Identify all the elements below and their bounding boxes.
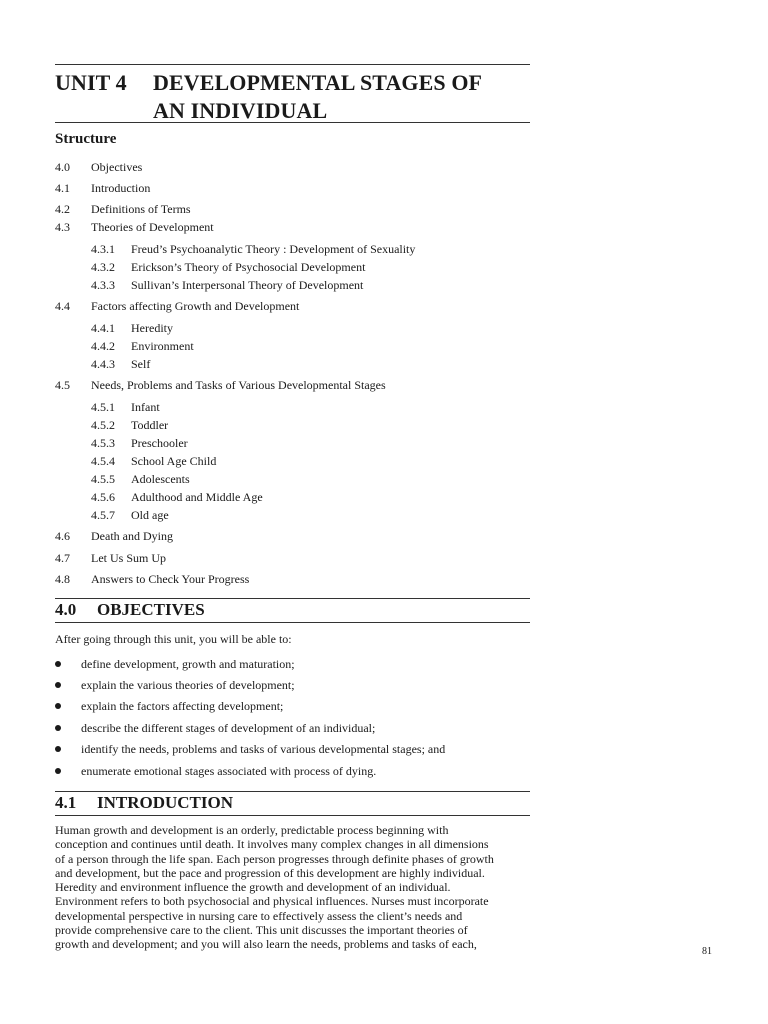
paragraph-line: developmental perspective in nursing care to effectively assess the client’s needs and <box>55 908 463 923</box>
title-bottom-rule <box>55 122 530 123</box>
toc-label: Sullivan’s Interpersonal Theory of Development <box>131 278 364 292</box>
toc-label: Adulthood and Middle Age <box>131 490 263 504</box>
structure-heading: Structure <box>55 131 117 147</box>
bullet-icon <box>55 661 61 667</box>
toc-number: 4.5.2 <box>91 418 115 432</box>
toc-number: 4.5.3 <box>91 436 115 450</box>
page-number: 81 <box>702 946 712 957</box>
toc-label: Erickson’s Theory of Psychosocial Development <box>131 260 366 274</box>
section-number: 4.0 <box>55 600 77 619</box>
toc-label: Definitions of Terms <box>91 202 191 216</box>
toc-number: 4.3 <box>55 220 70 234</box>
toc-number: 4.4.1 <box>91 321 115 335</box>
introduction-top-rule <box>55 791 530 792</box>
toc-number: 4.5.7 <box>91 508 115 522</box>
unit-number: UNIT 4 <box>55 70 127 95</box>
bullet-icon <box>55 682 61 688</box>
toc-label: Factors affecting Growth and Development <box>91 299 300 313</box>
toc-label: Death and Dying <box>91 529 173 543</box>
toc-number: 4.3.3 <box>91 278 115 292</box>
toc-label: Preschooler <box>131 436 188 450</box>
toc-label: Adolescents <box>131 472 190 486</box>
toc-label: School Age Child <box>131 454 217 468</box>
toc-number: 4.5 <box>55 378 70 392</box>
toc-label: Old age <box>131 508 169 522</box>
toc-label: Freud’s Psychoanalytic Theory : Development of Sexuality <box>131 242 416 256</box>
toc-number: 4.6 <box>55 529 70 543</box>
paragraph-line: and development, but the pace and progression of this development are highly individual. <box>55 865 485 880</box>
introduction-bottom-rule <box>55 815 530 816</box>
title-top-rule <box>55 64 530 65</box>
objective-text: describe the different stages of development of an individual; <box>81 721 376 735</box>
toc-number: 4.3.2 <box>91 260 115 274</box>
bullet-icon <box>55 725 61 731</box>
objective-text: explain the various theories of development; <box>81 678 295 692</box>
section-number: 4.1 <box>55 793 77 812</box>
toc-number: 4.5.1 <box>91 400 115 414</box>
paragraph-line: provide comprehensive care to the client. This unit discusses the important theories of <box>55 923 468 938</box>
toc-label: Infant <box>131 400 160 414</box>
toc-number: 4.4.3 <box>91 357 115 371</box>
toc-number: 4.2 <box>55 202 70 216</box>
toc-number: 4.5.6 <box>91 490 115 504</box>
toc-number: 4.4.2 <box>91 339 115 353</box>
unit-title-line-2: AN INDIVIDUAL <box>153 98 328 123</box>
toc-number: 4.7 <box>55 551 70 565</box>
toc-label: Objectives <box>91 160 143 174</box>
section-title: OBJECTIVES <box>97 600 205 619</box>
paragraph-line: growth and development; and you will also learn the needs, problems and tasks of each, <box>55 937 477 952</box>
bullet-icon <box>55 746 61 752</box>
paragraph-line: Environment refers to both psychosocial and physical influences. Nurses must incorporate <box>55 894 489 909</box>
unit-title-line-1: DEVELOPMENTAL STAGES OF <box>153 70 483 95</box>
objective-text: explain the factors affecting development; <box>81 699 284 713</box>
introduction-paragraph <box>55 823 535 952</box>
bullet-icon <box>55 703 61 709</box>
section-title: INTRODUCTION <box>97 793 234 812</box>
toc-label: Environment <box>131 339 194 353</box>
toc-label: Self <box>131 357 151 371</box>
toc-number: 4.5.5 <box>91 472 115 486</box>
toc-number: 4.3.1 <box>91 242 115 256</box>
objective-text: enumerate emotional stages associated with process of dying. <box>81 764 377 778</box>
objectives-bottom-rule <box>55 622 530 623</box>
objectives-top-rule <box>55 598 530 599</box>
paragraph-line: of a person through the life span. Each person progresses through definite phases of growth <box>55 851 494 866</box>
objective-text: identify the needs, problems and tasks of various developmental stages; and <box>81 742 446 756</box>
toc-number: 4.0 <box>55 160 70 174</box>
toc-label: Answers to Check Your Progress <box>91 572 250 586</box>
bullet-icon <box>55 768 61 774</box>
paragraph-line: Heredity and environment influence the growth and development of an individual. <box>55 880 451 895</box>
paragraph-line: Human growth and development is an orderly, predictable process beginning with <box>55 823 449 837</box>
paragraph-line: conception and continues until death. It involves many complex changes in all dimensions <box>55 837 489 852</box>
toc-label: Let Us Sum Up <box>91 551 166 565</box>
toc-label: Theories of Development <box>91 220 214 234</box>
objective-text: define development, growth and maturation; <box>81 657 295 671</box>
toc-label: Toddler <box>131 418 169 432</box>
toc-number: 4.1 <box>55 181 70 195</box>
toc-number: 4.4 <box>55 299 70 313</box>
toc-label: Needs, Problems and Tasks of Various Developmental Stages <box>91 378 386 392</box>
objectives-intro: After going through this unit, you will be able to: <box>55 632 292 646</box>
toc-label: Introduction <box>91 181 151 195</box>
toc-number: 4.5.4 <box>91 454 115 468</box>
toc-number: 4.8 <box>55 572 70 586</box>
toc-label: Heredity <box>131 321 173 335</box>
